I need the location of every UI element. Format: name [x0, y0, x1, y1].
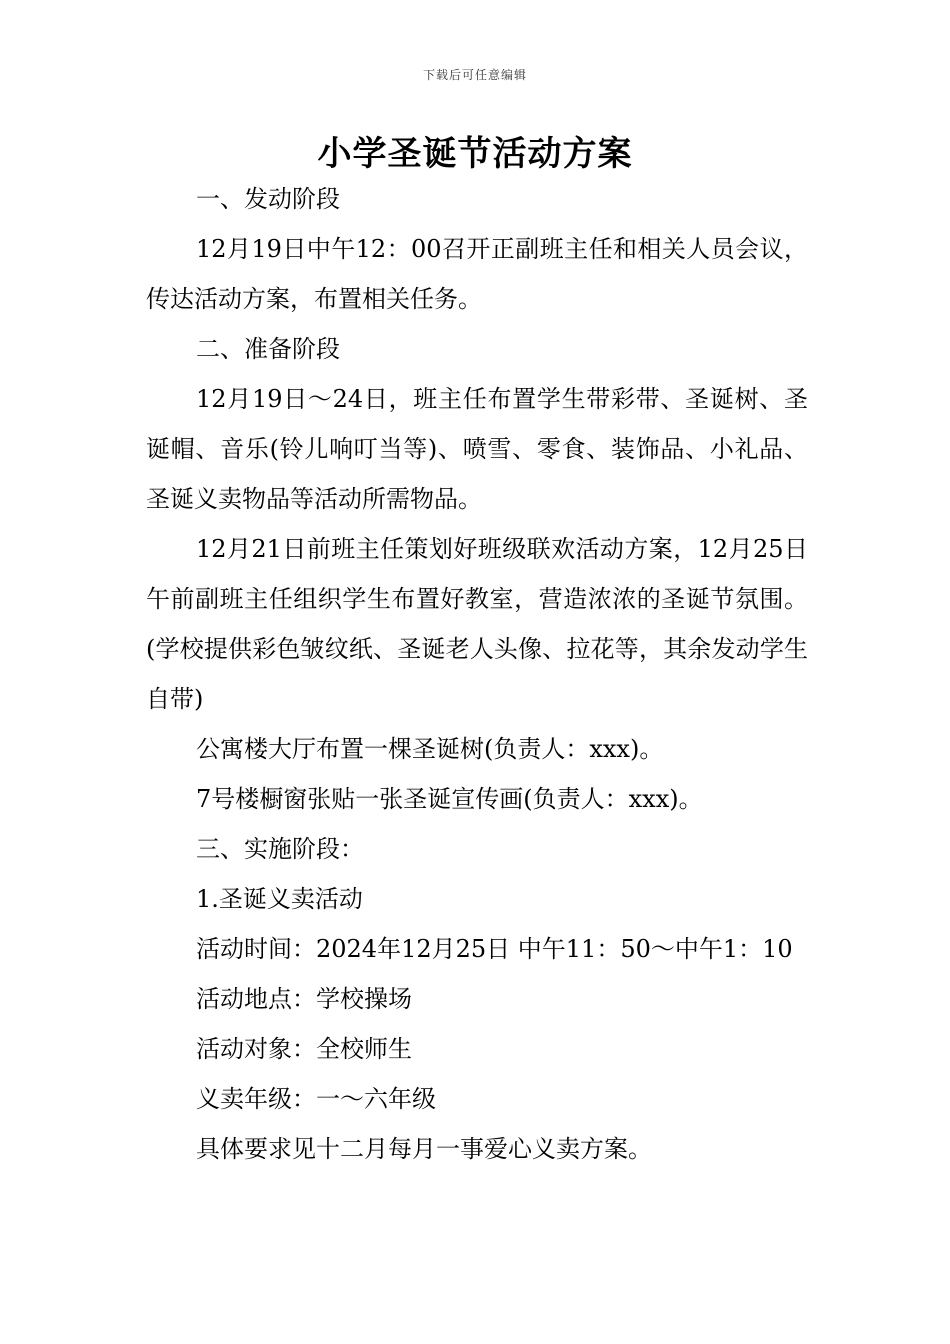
paragraph-classroom-decoration: 12月21日前班主任策划好班级联欢活动方案，12月25日午前副班主任组织学生布置好教室，营造浓浓的圣诞节氛围。(学校提供彩色皱纹纸、圣诞老人头像、拉花等，其余发动学生自带) [146, 535, 808, 713]
section-heading-preparation: 二、准备阶段 [196, 335, 340, 363]
subheading-charity-sale: 1.圣诞义卖活动 [196, 885, 363, 913]
document-body [146, 174, 808, 1174]
paragraph-poster: 7号楼橱窗张贴一张圣诞宣传画(负责人：xxx)。 [196, 785, 703, 813]
header-note: 下载后可任意编辑 [422, 68, 527, 82]
paragraph-activity-time: 活动时间：2024年12月25日 中午11：50～中午1：10 [196, 935, 793, 963]
document-title: 小学圣诞节活动方案 [317, 134, 633, 174]
section-heading-mobilization: 一、发动阶段 [196, 185, 340, 213]
paragraph-supplies: 12月19日～24日，班主任布置学生带彩带、圣诞树、圣诞帽、音乐(铃儿响叮当等)、喷雪、零食、装饰品、小礼品、圣诞义卖物品等活动所需物品。 [146, 385, 808, 513]
paragraph-grades: 义卖年级：一～六年级 [196, 1085, 436, 1113]
paragraph-activity-location: 活动地点：学校操场 [196, 985, 412, 1013]
section-heading-implementation: 三、实施阶段： [196, 835, 364, 863]
paragraph-activity-audience: 活动对象：全校师生 [196, 1035, 412, 1063]
paragraph-meeting: 12月19日中午12：00召开正副班主任和相关人员会议，传达活动方案，布置相关任务。 [146, 235, 808, 313]
paragraph-apartment-tree: 公寓楼大厅布置一棵圣诞树(负责人：xxx)。 [196, 735, 664, 763]
paragraph-requirements: 具体要求见十二月每月一事爱心义卖方案。 [196, 1135, 652, 1163]
